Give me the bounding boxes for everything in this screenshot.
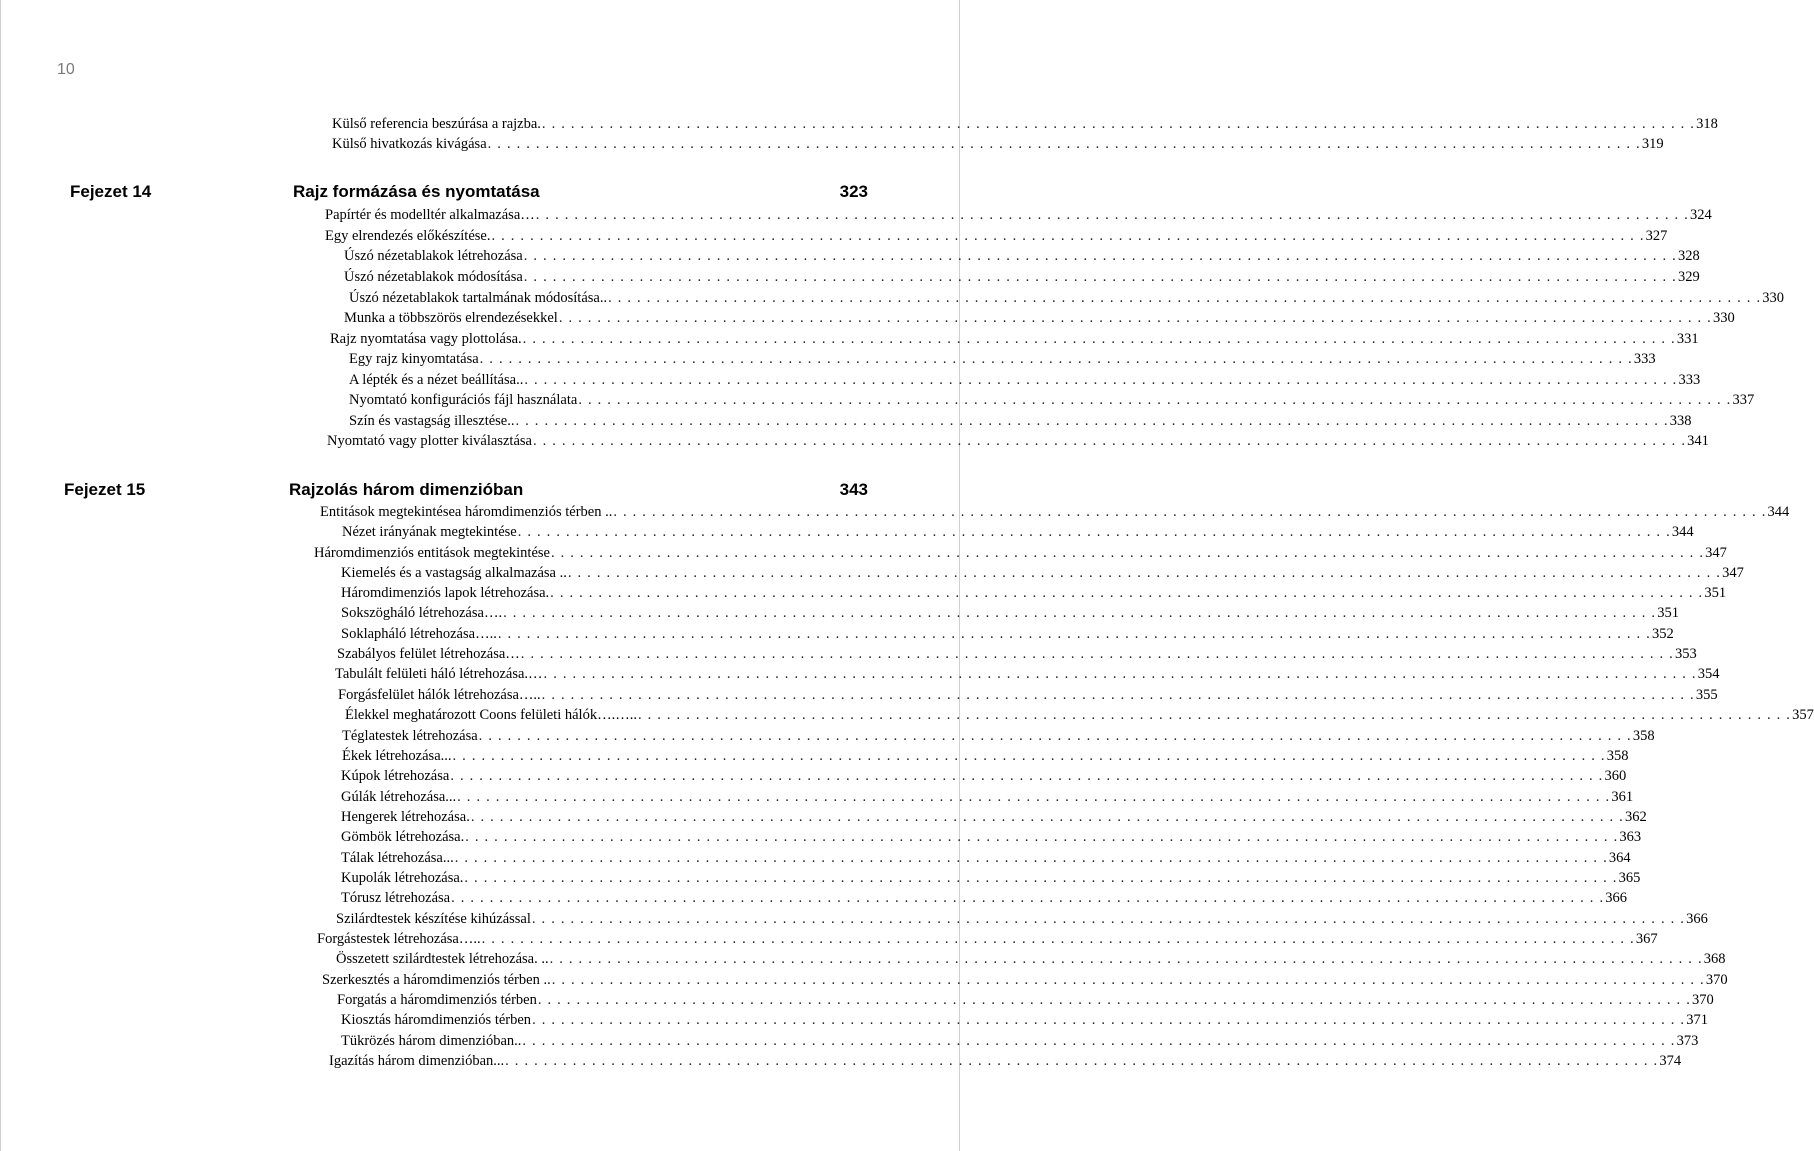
dot-leader: . . . . . . . . . . . . . . . . . . . . . . . . . . . . . . . . . . . . . . . . . . . . . . . . . . . . . . . . . . . . . . . . . . . . . . . . . . . . . . . . . . . . . . . . . . . . . . . . . . . . . . . . . . . . . . . . . . . . . . . . [464, 870, 1618, 886]
toc-entry-page: 362 [1625, 809, 1647, 825]
toc-entry-page: 333 [1678, 372, 1701, 388]
toc-entry[interactable] [341, 583, 1727, 603]
toc-entry[interactable] [349, 390, 1755, 410]
toc-entry[interactable] [335, 664, 1720, 684]
toc-entry-page: 353 [1674, 646, 1697, 662]
toc-entry-page: 370 [1705, 972, 1728, 988]
toc-entry[interactable] [344, 246, 1700, 266]
dot-leader: . . . . . . . . . . . . . . . . . . . . . . . . . . . . . . . . . . . . . . . . . . . . . . . . . . . . . . . . . . . . . . . . . . . . . . . . . . . . . . . . . . . . . . . . . . . . . . . . . . . . . . . . . . . . . . . . . . . . . . . . [450, 768, 1604, 784]
toc-entry-title: Hengerek létrehozása. [341, 809, 470, 825]
dot-leader: . . . . . . . . . . . . . . . . . . . . . . . . . . . . . . . . . . . . . . . . . . . . . . . . . . . . . . . . . . . . . . . . . . . . . . . . . . . . . . . . . . . . . . . . . . . . . . . . . . . . . . . . . . . . . . . . . . . . . . . . [550, 545, 1705, 561]
chapter-title: Rajzolás három dimenzióban [289, 480, 524, 499]
toc-entry[interactable] [314, 543, 1727, 563]
dot-leader: . . . . . . . . . . . . . . . . . . . . . . . . . . . . . . . . . . . . . . . . . . . . . . . . . . . . . . . . . . . . . . . . . . . . . . . . . . . . . . . . . . . . . . . . . . . . . . . . . . . . . . . . . . . . . . . . . . . . . . . . [497, 626, 1652, 642]
toc-entry[interactable] [344, 267, 1700, 287]
dot-leader: . . . . . . . . . . . . . . . . . . . . . . . . . . . . . . . . . . . . . . . . . . . . . . . . . . . . . . . . . . . . . . . . . . . . . . . . . . . . . . . . . . . . . . . . . . . . . . . . . . . . . . . . . . . . . . . . . . . . . . . . [523, 269, 1677, 285]
dot-leader: . . . . . . . . . . . . . . . . . . . . . . . . . . . . . . . . . . . . . . . . . . . . . . . . . . . . . . . . . . . . . . . . . . . . . . . . . . . . . . . . . . . . . . . . . . . . . . . . . . . . . . . . . . . . . . . . . . . . . . . . [608, 290, 1762, 306]
toc-entry-page: 371 [1686, 1012, 1708, 1028]
dot-leader: . . . . . . . . . . . . . . . . . . . . . . . . . . . . . . . . . . . . . . . . . . . . . . . . . . . . . . . . . . . . . . . . . . . . . . . . . . . . . . . . . . . . . . . . . . . . . . . . . . . . . . . . . . . . . . . . . . . . . . . . [451, 890, 1605, 906]
toc-entry-title: Tükrözés három dimenzióban.. [341, 1033, 522, 1049]
toc-entry[interactable] [330, 329, 1699, 349]
toc-entry[interactable] [337, 990, 1714, 1010]
dot-leader: . . . . . . . . . . . . . . . . . . . . . . . . . . . . . . . . . . . . . . . . . . . . . . . . . . . . . . . . . . . . . . . . . . . . . . . . . . . . . . . . . . . . . . . . . . . . . . . . . . . . . . . . . . . . . . . . . . . . . . . . [503, 605, 1657, 621]
dot-leader: . . . . . . . . . . . . . . . . . . . . . . . . . . . . . . . . . . . . . . . . . . . . . . . . . . . . . . . . . . . . . . . . . . . . . . . . . . . . . . . . . . . . . . . . . . . . . . . . . . . . . . . . . . . . . . . . . . . . . . . . [549, 951, 1703, 967]
toc-entry[interactable] [341, 888, 1628, 908]
toc-entry-page: 328 [1677, 248, 1700, 264]
toc-entry-page: 358 [1606, 748, 1629, 764]
dot-leader: . . . . . . . . . . . . . . . . . . . . . . . . . . . . . . . . . . . . . . . . . . . . . . . . . . . . . . . . . . . . . . . . . . . . . . . . . . . . . . . . . . . . . . . . . . . . . . . . . . . . . . . . . . . . . . . . . . . . . . . . [515, 413, 1669, 429]
toc-entry[interactable] [345, 705, 1814, 725]
dot-leader: . . . . . . . . . . . . . . . . . . . . . . . . . . . . . . . . . . . . . . . . . . . . . . . . . . . . . . . . . . . . . . . . . . . . . . . . . . . . . . . . . . . . . . . . . . . . . . . . . . . . . . . . . . . . . . . . . . . . . . . . [517, 524, 1671, 540]
toc-entry-title: Összetett szilárdtestek létrehozása. .. [336, 951, 549, 967]
toc-entry[interactable] [329, 1051, 1682, 1071]
toc-entry-title: Sokszögháló létrehozása…. [341, 605, 503, 621]
toc-entry-title: Kiosztás háromdimenziós térben [341, 1012, 532, 1028]
toc-entry-title: Úszó nézetablakok módosítása [344, 269, 523, 285]
toc-entry-title: Szerkesztés a háromdimenziós térben .. [322, 972, 551, 988]
toc-entry-page: 366 [1605, 890, 1628, 906]
toc-entry-title: Élekkel meghatározott Coons felületi hálók….….. [345, 707, 637, 723]
dot-leader: . . . . . . . . . . . . . . . . . . . . . . . . . . . . . . . . . . . . . . . . . . . . . . . . . . . . . . . . . . . . . . . . . . . . . . . . . . . . . . . . . . . . . . . . . . . . . . . . . . . . . . . . . . . . . . . . . . . . . . . . [523, 248, 1677, 264]
toc-entry-page: 374 [1659, 1053, 1682, 1069]
chapter-title: Rajz formázása és nyomtatása [293, 182, 540, 201]
toc-entry-page: 363 [1619, 829, 1642, 845]
toc-entry[interactable] [325, 205, 1712, 225]
toc-entry-title: Munka a többszörös elrendezésekkel [344, 310, 558, 326]
toc-entry[interactable] [349, 288, 1785, 308]
chapter-page: 343 [839, 480, 868, 499]
dot-leader: . . . . . . . . . . . . . . . . . . . . . . . . . . . . . . . . . . . . . . . . . . . . . . . . . . . . . . . . . . . . . . . . . . . . . . . . . . . . . . . . . . . . . . . . . . . . . . . . . . . . . . . . . . . . . . . . . . . . . . . . [481, 931, 1635, 947]
dot-leader: . . . . . . . . . . . . . . . . . . . . . . . . . . . . . . . . . . . . . . . . . . . . . . . . . . . . . . . . . . . . . . . . . . . . . . . . . . . . . . . . . . . . . . . . . . . . . . . . . . . . . . . . . . . . . . . . . . . . . . . . [479, 351, 1633, 367]
toc-entry-page: 366 [1686, 911, 1708, 927]
toc-entry-title: Háromdimenziós entitások megtekintése [314, 545, 550, 561]
toc-entry-title: Külső referencia beszúrása a rajzba. [332, 116, 541, 132]
toc-entry-page: 367 [1635, 931, 1658, 947]
toc-entry-page: 324 [1689, 207, 1712, 223]
toc-entry-page: 344 [1767, 504, 1790, 520]
toc-entry-title: Szabályos felület létrehozása… [337, 646, 520, 662]
toc-entry-page: 352 [1652, 626, 1674, 642]
chapter-heading[interactable] [289, 479, 868, 501]
dot-leader: . . . . . . . . . . . . . . . . . . . . . . . . . . . . . . . . . . . . . . . . . . . . . . . . . . . . . . . . . . . . . . . . . . . . . . . . . . . . . . . . . . . . . . . . . . . . . . . . . . . . . . . . . . . . . . . . . . . . . . . . [567, 565, 1722, 581]
chapter-label: Fejezet 15 [64, 480, 146, 499]
dot-leader: . . . . . . . . . . . . . . . . . . . . . . . . . . . . . . . . . . . . . . . . . . . . . . . . . . . . . . . . . . . . . . . . . . . . . . . . . . . . . . . . . . . . . . . . . . . . . . . . . . . . . . . . . . . . . . . . . . . . . . . . [524, 372, 1678, 388]
toc-entry-page: 333 [1633, 351, 1656, 367]
toc-entry[interactable] [332, 134, 1664, 154]
dot-leader: . . . . . . . . . . . . . . . . . . . . . . . . . . . . . . . . . . . . . . . . . . . . . . . . . . . . . . . . . . . . . . . . . . . . . . . . . . . . . . . . . . . . . . . . . . . . . . . . . . . . . . . . . . . . . . . . . . . . . . . . [470, 809, 1625, 825]
toc-entry-title: Rajz nyomtatása vagy plottolása. [330, 331, 522, 347]
toc-entry[interactable] [341, 563, 1744, 583]
dot-leader: . . . . . . . . . . . . . . . . . . . . . . . . . . . . . . . . . . . . . . . . . . . . . . . . . . . . . . . . . . . . . . . . . . . . . . . . . . . . . . . . . . . . . . . . . . . . . . . . . . . . . . . . . . . . . . . . . . . . . . . . [465, 829, 1619, 845]
toc-entry-page: 365 [1618, 870, 1641, 886]
toc-entry[interactable] [341, 603, 1680, 623]
dot-leader: . . . . . . . . . . . . . . . . . . . . . . . . . . . . . . . . . . . . . . . . . . . . . . . . . . . . . . . . . . . . . . . . . . . . . . . . . . . . . . . . . . . . . . . . . . . . . . . . . . . . . . . . . . . . . . . . . . . . . . . . [537, 992, 1692, 1008]
dot-leader: . . . . . . . . . . . . . . . . . . . . . . . . . . . . . . . . . . . . . . . . . . . . . . . . . . . . . . . . . . . . . . . . . . . . . . . . . . . . . . . . . . . . . . . . . . . . . . . . . . . . . . . . . . . . . . . . . . . . . . . . [613, 504, 1767, 520]
dot-leader: . . . . . . . . . . . . . . . . . . . . . . . . . . . . . . . . . . . . . . . . . . . . . . . . . . . . . . . . . . . . . . . . . . . . . . . . . . . . . . . . . . . . . . . . . . . . . . . . . . . . . . . . . . . . . . . . . . . . . . . . [532, 1012, 1686, 1028]
toc-entry-title: Úszó nézetablakok létrehozása [344, 248, 523, 264]
toc-entry-page: 331 [1676, 331, 1699, 347]
dot-leader: . . . . . . . . . . . . . . . . . . . . . . . . . . . . . . . . . . . . . . . . . . . . . . . . . . . . . . . . . . . . . . . . . . . . . . . . . . . . . . . . . . . . . . . . . . . . . . . . . . . . . . . . . . . . . . . . . . . . . . . . [551, 972, 1705, 988]
toc-entry-title: Gúlák létrehozása... [341, 789, 457, 805]
toc-entry-title: Szilárdtestek készítése kihúzással [336, 911, 531, 927]
dot-leader: . . . . . . . . . . . . . . . . . . . . . . . . . . . . . . . . . . . . . . . . . . . . . . . . . . . . . . . . . . . . . . . . . . . . . . . . . . . . . . . . . . . . . . . . . . . . . . . . . . . . . . . . . . . . . . . . . . . . . . . . [550, 585, 1704, 601]
toc-entry[interactable] [342, 522, 1694, 542]
toc-entry-page: 355 [1695, 687, 1718, 703]
toc-entry-title: Téglatestek létrehozása [342, 728, 478, 744]
toc-entry-title: Szín és vastagság illesztése.. [349, 413, 515, 429]
dot-leader: . . . . . . . . . . . . . . . . . . . . . . . . . . . . . . . . . . . . . . . . . . . . . . . . . . . . . . . . . . . . . . . . . . . . . . . . . . . . . . . . . . . . . . . . . . . . . . . . . . . . . . . . . . . . . . . . . . . . . . . . [532, 433, 1687, 449]
toc-entry[interactable] [341, 1031, 1699, 1051]
toc-entry-title: Entitások megtekintésea háromdimenziós térben .. [320, 504, 613, 520]
page-border-left [0, 0, 1, 1151]
toc-entry[interactable] [341, 807, 1647, 827]
toc-entry[interactable] [349, 411, 1692, 431]
toc-entry[interactable] [325, 226, 1668, 246]
toc-entry-page: 368 [1703, 951, 1726, 967]
dot-leader: . . . . . . . . . . . . . . . . . . . . . . . . . . . . . . . . . . . . . . . . . . . . . . . . . . . . . . . . . . . . . . . . . . . . . . . . . . . . . . . . . . . . . . . . . . . . . . . . . . . . . . . . . . . . . . . . . . . . . . . . [491, 228, 1645, 244]
toc-entry-page: 364 [1608, 850, 1631, 866]
toc-entry-title: Tálak létrehozása... [341, 850, 454, 866]
toc-entry-page: 330 [1762, 290, 1785, 306]
toc-entry-title: Kupolák létrehozása. [341, 870, 464, 886]
toc-entry-page: 354 [1697, 666, 1720, 682]
toc-entry[interactable] [336, 909, 1708, 929]
toc-entry-page: 319 [1641, 136, 1664, 152]
dot-leader: . . . . . . . . . . . . . . . . . . . . . . . . . . . . . . . . . . . . . . . . . . . . . . . . . . . . . . . . . . . . . . . . . . . . . . . . . . . . . . . . . . . . . . . . . . . . . . . . . . . . . . . . . . . . . . . . . . . . . . . . [505, 1053, 1659, 1069]
toc-entry[interactable] [341, 766, 1627, 786]
dot-leader: . . . . . . . . . . . . . . . . . . . . . . . . . . . . . . . . . . . . . . . . . . . . . . . . . . . . . . . . . . . . . . . . . . . . . . . . . . . . . . . . . . . . . . . . . . . . . . . . . . . . . . . . . . . . . . . . . . . . . . . . [578, 392, 1732, 408]
toc-entry-title: Tórusz létrehozása [341, 890, 451, 906]
toc-entry-title: Nézet irányának megtekintése [342, 524, 517, 540]
toc-entry-page: 360 [1604, 768, 1627, 784]
toc-entry[interactable] [332, 114, 1718, 134]
toc-entry-page: 361 [1611, 789, 1634, 805]
toc-entry-page: 347 [1722, 565, 1744, 581]
toc-entry-page: 358 [1632, 728, 1655, 744]
toc-entry-page: 337 [1732, 392, 1755, 408]
chapter-heading[interactable] [293, 181, 868, 203]
dot-leader: . . . . . . . . . . . . . . . . . . . . . . . . . . . . . . . . . . . . . . . . . . . . . . . . . . . . . . . . . . . . . . . . . . . . . . . . . . . . . . . . . . . . . . . . . . . . . . . . . . . . . . . . . . . . . . . . . . . . . . . . [457, 789, 1611, 805]
chapter-page: 323 [839, 182, 868, 201]
dot-leader: . . . . . . . . . . . . . . . . . . . . . . . . . . . . . . . . . . . . . . . . . . . . . . . . . . . . . . . . . . . . . . . . . . . . . . . . . . . . . . . . . . . . . . . . . . . . . . . . . . . . . . . . . . . . . . . . . . . . . . . . [543, 666, 1697, 682]
toc-entry[interactable] [344, 308, 1735, 328]
toc-entry[interactable] [342, 746, 1629, 766]
toc-entry-page: 318 [1696, 116, 1718, 132]
toc-entry-title: Háromdimenziós lapok létrehozása. [341, 585, 550, 601]
dot-leader: . . . . . . . . . . . . . . . . . . . . . . . . . . . . . . . . . . . . . . . . . . . . . . . . . . . . . . . . . . . . . . . . . . . . . . . . . . . . . . . . . . . . . . . . . . . . . . . . . . . . . . . . . . . . . . . . . . . . . . . . [522, 1033, 1676, 1049]
toc-entry-title: Egy elrendezés előkészítése. [325, 228, 491, 244]
dot-leader: . . . . . . . . . . . . . . . . . . . . . . . . . . . . . . . . . . . . . . . . . . . . . . . . . . . . . . . . . . . . . . . . . . . . . . . . . . . . . . . . . . . . . . . . . . . . . . . . . . . . . . . . . . . . . . . . . . . . . . . . [522, 331, 1676, 347]
toc-entry[interactable] [341, 1010, 1708, 1030]
toc-entry[interactable] [317, 929, 1658, 949]
toc-entry[interactable] [349, 370, 1701, 390]
toc-entry-title: Gömbök létrehozása. [341, 829, 465, 845]
toc-entry-page: 357 [1792, 707, 1814, 723]
dot-leader: . . . . . . . . . . . . . . . . . . . . . . . . . . . . . . . . . . . . . . . . . . . . . . . . . . . . . . . . . . . . . . . . . . . . . . . . . . . . . . . . . . . . . . . . . . . . . . . . . . . . . . . . . . . . . . . . . . . . . . . . [520, 646, 1674, 662]
toc-entry-page: 370 [1692, 992, 1714, 1008]
dot-leader: . . . . . . . . . . . . . . . . . . . . . . . . . . . . . . . . . . . . . . . . . . . . . . . . . . . . . . . . . . . . . . . . . . . . . . . . . . . . . . . . . . . . . . . . . . . . . . . . . . . . . . . . . . . . . . . . . . . . . . . . [558, 310, 1712, 326]
dot-leader: . . . . . . . . . . . . . . . . . . . . . . . . . . . . . . . . . . . . . . . . . . . . . . . . . . . . . . . . . . . . . . . . . . . . . . . . . . . . . . . . . . . . . . . . . . . . . . . . . . . . . . . . . . . . . . . . . . . . . . . . [535, 207, 1689, 223]
toc-entry[interactable] [341, 827, 1642, 847]
dot-leader: . . . . . . . . . . . . . . . . . . . . . . . . . . . . . . . . . . . . . . . . . . . . . . . . . . . . . . . . . . . . . . . . . . . . . . . . . . . . . . . . . . . . . . . . . . . . . . . . . . . . . . . . . . . . . . . . . . . . . . . . [487, 136, 1641, 152]
toc-entry-title: Kiemelés és a vastagság alkalmazása .. [341, 565, 567, 581]
toc-entry-page: 347 [1705, 545, 1727, 561]
toc-entry-title: Nyomtató vagy plotter kiválasztása [327, 433, 532, 449]
dot-leader: . . . . . . . . . . . . . . . . . . . . . . . . . . . . . . . . . . . . . . . . . . . . . . . . . . . . . . . . . . . . . . . . . . . . . . . . . . . . . . . . . . . . . . . . . . . . . . . . . . . . . . . . . . . . . . . . . . . . . . . . [452, 748, 1606, 764]
toc-entry-title: Úszó nézetablakok tartalmának módosítása.. [349, 290, 608, 306]
toc-entry-page: 344 [1671, 524, 1694, 540]
toc-entry-title: Forgásfelület hálók létrehozása….. [338, 687, 541, 703]
toc-entry-title: Papírtér és modelltér alkalmazása… [325, 207, 535, 223]
toc-entry-page: 327 [1645, 228, 1668, 244]
toc-entry[interactable] [349, 349, 1656, 369]
toc-entry[interactable] [322, 970, 1728, 990]
toc-entry[interactable] [341, 787, 1634, 807]
chapter-label: Fejezet 14 [70, 182, 152, 201]
toc-entry-page: 351 [1704, 585, 1727, 601]
dot-leader: . . . . . . . . . . . . . . . . . . . . . . . . . . . . . . . . . . . . . . . . . . . . . . . . . . . . . . . . . . . . . . . . . . . . . . . . . . . . . . . . . . . . . . . . . . . . . . . . . . . . . . . . . . . . . . . . . . . . . . . . [478, 728, 1632, 744]
dot-leader: . . . . . . . . . . . . . . . . . . . . . . . . . . . . . . . . . . . . . . . . . . . . . . . . . . . . . . . . . . . . . . . . . . . . . . . . . . . . . . . . . . . . . . . . . . . . . . . . . . . . . . . . . . . . . . . . . . . . . . . . [637, 707, 1792, 723]
toc-entry-title: Soklapháló létrehozása….. [341, 626, 497, 642]
toc-entry-page: 338 [1669, 413, 1692, 429]
toc-entry[interactable] [336, 949, 1726, 969]
toc-entry[interactable] [337, 644, 1697, 664]
toc-entry[interactable] [338, 685, 1718, 705]
toc-entry-title: A lépték és a nézet beállítása.. [349, 372, 524, 388]
dot-leader: . . . . . . . . . . . . . . . . . . . . . . . . . . . . . . . . . . . . . . . . . . . . . . . . . . . . . . . . . . . . . . . . . . . . . . . . . . . . . . . . . . . . . . . . . . . . . . . . . . . . . . . . . . . . . . . . . . . . . . . . [541, 687, 1695, 703]
dot-leader: . . . . . . . . . . . . . . . . . . . . . . . . . . . . . . . . . . . . . . . . . . . . . . . . . . . . . . . . . . . . . . . . . . . . . . . . . . . . . . . . . . . . . . . . . . . . . . . . . . . . . . . . . . . . . . . . . . . . . . . . [454, 850, 1608, 866]
toc-entry-title: Külső hivatkozás kivágása [332, 136, 487, 152]
toc-entry[interactable] [341, 624, 1674, 644]
toc-entry-page: 341 [1687, 433, 1709, 449]
toc-entry-title: Igazítás három dimenzióban... [329, 1053, 505, 1069]
toc-entry-title: Nyomtató konfigurációs fájl használata [349, 392, 578, 408]
toc-entry-page: 329 [1677, 269, 1700, 285]
page-number: 10 [57, 61, 75, 78]
toc-entry[interactable] [327, 431, 1709, 451]
toc-entry[interactable] [320, 502, 1790, 522]
toc-entry-title: Kúpok létrehozása [341, 768, 450, 784]
toc-entry[interactable] [341, 848, 1631, 868]
toc-entry-page: 373 [1676, 1033, 1699, 1049]
toc-entry[interactable] [341, 868, 1641, 888]
dot-leader: . . . . . . . . . . . . . . . . . . . . . . . . . . . . . . . . . . . . . . . . . . . . . . . . . . . . . . . . . . . . . . . . . . . . . . . . . . . . . . . . . . . . . . . . . . . . . . . . . . . . . . . . . . . . . . . . . . . . . . . . [541, 116, 1696, 132]
toc-entry-page: 330 [1713, 310, 1735, 326]
toc-entry-title: Forgástestek létrehozása….. [317, 931, 481, 947]
toc-entry-title: Tabulált felületi háló létrehozása.… [335, 666, 543, 682]
toc-entry-title: Ékek létrehozása... [342, 748, 452, 764]
toc-entry-page: 351 [1657, 605, 1680, 621]
dot-leader: . . . . . . . . . . . . . . . . . . . . . . . . . . . . . . . . . . . . . . . . . . . . . . . . . . . . . . . . . . . . . . . . . . . . . . . . . . . . . . . . . . . . . . . . . . . . . . . . . . . . . . . . . . . . . . . . . . . . . . . . [531, 911, 1686, 927]
toc-entry-title: Egy rajz kinyomtatása [349, 351, 479, 367]
toc-entry-title: Forgatás a háromdimenziós térben [337, 992, 537, 1008]
toc-entry[interactable] [342, 726, 1655, 746]
